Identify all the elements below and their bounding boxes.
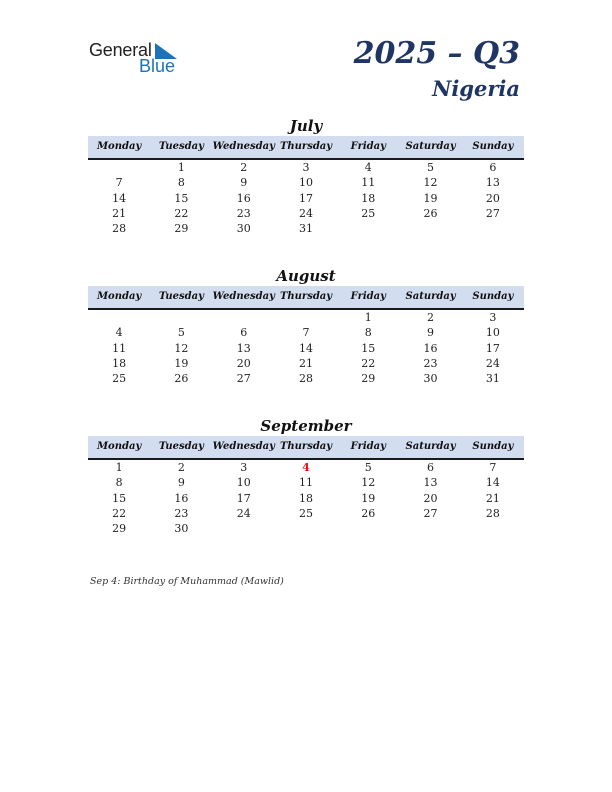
day-cell: 15	[361, 341, 376, 355]
weekday-label: Sunday	[472, 441, 514, 452]
weekday-label: Wednesday	[212, 441, 275, 452]
day-cell	[213, 521, 275, 536]
day-cell: 16	[236, 191, 251, 205]
weeks-grid	[88, 310, 524, 386]
day-cell: 16	[174, 491, 189, 505]
weekday-label: Monday	[96, 291, 142, 302]
day-cell: 2	[240, 161, 248, 174]
day-cell: 21	[298, 356, 313, 370]
weekday-label: Monday	[96, 441, 142, 452]
weekday-label: Saturday	[405, 141, 456, 152]
day-cell: 7	[302, 326, 310, 340]
day-cell: 7	[115, 176, 123, 190]
weekday-label: Wednesday	[212, 141, 275, 152]
day-cell: 27	[236, 372, 251, 386]
day-cell: 6	[240, 326, 248, 340]
week-row	[88, 191, 524, 206]
day-cell: 29	[112, 522, 127, 536]
weeks-grid	[88, 160, 524, 236]
day-cell: 6	[427, 461, 435, 474]
day-cell: 13	[423, 476, 438, 490]
weekday-label: Friday	[350, 141, 386, 152]
day-cell: 29	[174, 222, 189, 236]
day-cell: 15	[174, 191, 189, 205]
day-cell: 28	[485, 506, 500, 520]
day-cell	[213, 310, 275, 325]
weekday-label: Sunday	[472, 291, 514, 302]
month-title: September	[260, 417, 352, 435]
week-row	[88, 356, 524, 371]
day-cell: 10	[485, 326, 500, 340]
day-cell: 10	[236, 476, 251, 490]
generalblue-logo	[89, 40, 189, 80]
weekday-label: Friday	[350, 441, 386, 452]
day-cell: 23	[236, 206, 251, 220]
holiday-day-cell: 4	[302, 461, 310, 474]
day-cell: 30	[174, 522, 189, 536]
day-cell: 30	[423, 372, 438, 386]
day-cell: 23	[174, 506, 189, 520]
day-cell	[275, 310, 337, 325]
day-cell: 5	[427, 161, 435, 174]
day-cell: 25	[298, 506, 313, 520]
day-cell: 3	[240, 461, 248, 474]
week-row	[88, 460, 524, 475]
page-title: 2025 – Q3	[353, 36, 520, 71]
day-cell: 17	[485, 341, 500, 355]
month-calendar-august	[88, 266, 524, 386]
day-cell: 1	[364, 311, 372, 324]
day-cell: 31	[485, 372, 500, 386]
day-cell: 14	[298, 341, 313, 355]
day-cell: 25	[112, 372, 127, 386]
week-row	[88, 310, 524, 325]
weekday-label: Monday	[96, 141, 142, 152]
month-calendar-july	[88, 116, 524, 236]
day-cell	[88, 310, 150, 325]
week-row	[88, 491, 524, 506]
day-cell: 18	[298, 491, 313, 505]
weekday-label: Sunday	[472, 141, 514, 152]
day-cell	[337, 521, 399, 536]
day-cell: 1	[115, 461, 123, 474]
day-cell: 13	[236, 341, 251, 355]
weekday-label: Friday	[350, 291, 386, 302]
day-cell	[275, 521, 337, 536]
day-cell: 22	[112, 506, 127, 520]
weekday-label: Saturday	[405, 441, 456, 452]
day-cell: 11	[361, 176, 376, 190]
day-cell: 8	[177, 176, 185, 190]
week-row	[88, 341, 524, 356]
week-row	[88, 475, 524, 490]
day-cell	[337, 221, 399, 236]
holiday-note: Sep 4: Birthday of Muhammad (Mawlid)	[90, 576, 284, 587]
weekday-header	[88, 286, 524, 310]
day-cell: 31	[298, 222, 313, 236]
day-cell	[462, 521, 524, 536]
day-cell: 28	[298, 372, 313, 386]
week-row	[88, 175, 524, 190]
day-cell: 18	[112, 356, 127, 370]
day-cell: 21	[112, 206, 127, 220]
day-cell: 22	[174, 206, 189, 220]
day-cell: 26	[423, 206, 438, 220]
day-cell	[150, 310, 212, 325]
day-cell: 29	[361, 372, 376, 386]
week-row	[88, 506, 524, 521]
day-cell	[462, 221, 524, 236]
day-cell: 26	[361, 506, 376, 520]
day-cell: 27	[423, 506, 438, 520]
day-cell: 19	[423, 191, 438, 205]
day-cell	[399, 221, 461, 236]
week-row	[88, 221, 524, 236]
weekday-label: Saturday	[405, 291, 456, 302]
day-cell	[88, 160, 150, 175]
week-row	[88, 521, 524, 536]
day-cell: 25	[361, 206, 376, 220]
day-cell	[399, 521, 461, 536]
day-cell: 16	[423, 341, 438, 355]
day-cell: 17	[236, 491, 251, 505]
day-cell: 22	[361, 356, 376, 370]
week-row	[88, 325, 524, 340]
day-cell: 9	[177, 476, 185, 490]
week-row	[88, 206, 524, 221]
day-cell: 5	[177, 326, 185, 340]
day-cell: 11	[112, 341, 127, 355]
day-cell: 9	[427, 326, 435, 340]
day-cell: 19	[174, 356, 189, 370]
day-cell: 2	[427, 311, 435, 324]
day-cell: 4	[115, 326, 123, 340]
weekday-label: Tuesday	[158, 291, 204, 302]
day-cell: 12	[174, 341, 189, 355]
day-cell: 24	[298, 206, 313, 220]
day-cell: 3	[489, 311, 497, 324]
day-cell: 20	[423, 491, 438, 505]
day-cell: 24	[236, 506, 251, 520]
weekday-header	[88, 436, 524, 460]
month-calendar-september	[88, 416, 524, 536]
day-cell: 11	[298, 476, 313, 490]
weekday-label: Thursday	[279, 441, 333, 452]
day-cell: 27	[485, 206, 500, 220]
weekday-label: Thursday	[279, 141, 333, 152]
day-cell: 14	[112, 191, 127, 205]
weekday-label: Tuesday	[158, 141, 204, 152]
day-cell: 19	[361, 491, 376, 505]
weekday-label: Tuesday	[158, 441, 204, 452]
week-row	[88, 371, 524, 386]
day-cell: 18	[361, 191, 376, 205]
day-cell: 6	[489, 161, 497, 174]
day-cell: 21	[485, 491, 500, 505]
weeks-grid	[88, 460, 524, 536]
weekday-label: Wednesday	[212, 291, 275, 302]
logo-text-blue: Blue	[139, 56, 176, 76]
day-cell: 5	[364, 461, 372, 474]
day-cell: 17	[298, 191, 313, 205]
day-cell: 12	[423, 176, 438, 190]
day-cell: 13	[485, 176, 500, 190]
day-cell: 20	[236, 356, 251, 370]
weekday-header	[88, 136, 524, 160]
day-cell: 23	[423, 356, 438, 370]
day-cell: 14	[485, 476, 500, 490]
day-cell: 7	[489, 461, 497, 474]
day-cell: 28	[112, 222, 127, 236]
day-cell: 8	[364, 326, 372, 340]
country-subtitle: Nigeria	[432, 76, 520, 101]
month-title: July	[289, 117, 323, 135]
day-cell: 4	[364, 161, 372, 174]
day-cell: 15	[112, 491, 127, 505]
weekday-label: Thursday	[279, 291, 333, 302]
day-cell: 24	[485, 356, 500, 370]
day-cell: 8	[115, 476, 123, 490]
week-row	[88, 160, 524, 175]
logo-text-general: General	[89, 40, 152, 60]
day-cell: 26	[174, 372, 189, 386]
day-cell: 12	[361, 476, 376, 490]
day-cell: 9	[240, 176, 248, 190]
day-cell: 2	[177, 461, 185, 474]
day-cell: 3	[302, 161, 310, 174]
day-cell: 30	[236, 222, 251, 236]
day-cell: 20	[485, 191, 500, 205]
day-cell: 1	[177, 161, 185, 174]
month-title: August	[276, 267, 336, 285]
day-cell: 10	[298, 176, 313, 190]
